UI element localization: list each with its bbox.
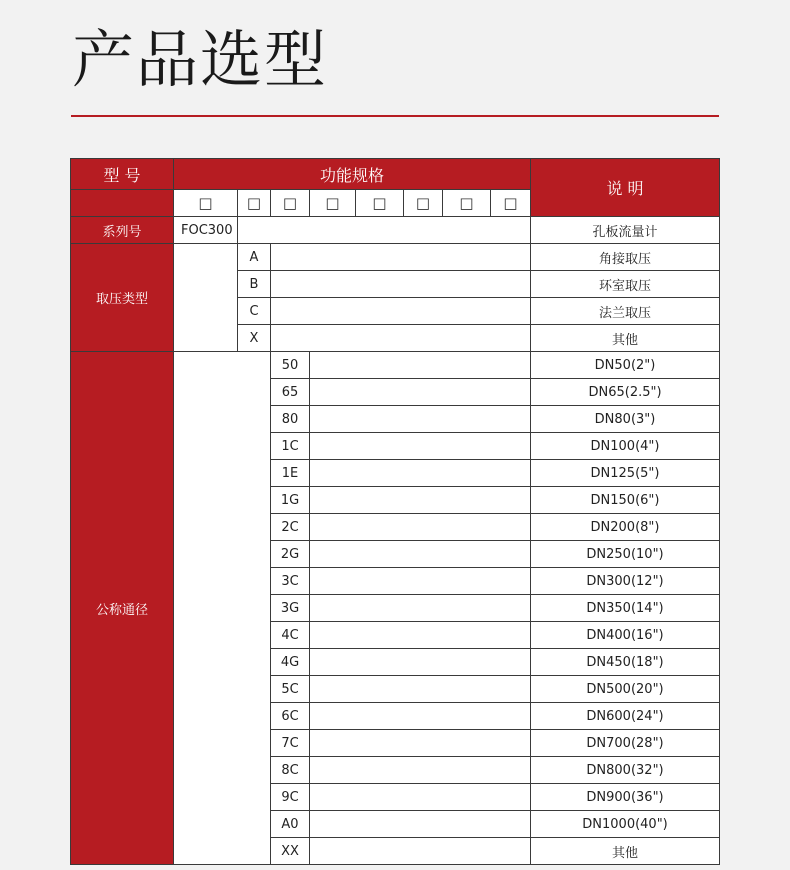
series-description: 孔板流量计	[531, 217, 720, 244]
diameter-code: XX	[271, 838, 310, 865]
diameter-fill	[310, 676, 531, 703]
diameter-description: DN150(6")	[531, 487, 720, 514]
diameter-description: DN100(4")	[531, 433, 720, 460]
selection-table	[70, 158, 720, 865]
diameter-code: 3C	[271, 568, 310, 595]
pressure-fill	[271, 298, 531, 325]
diameter-description: DN200(8")	[531, 514, 720, 541]
diameter-fill	[310, 703, 531, 730]
diameter-fill	[310, 487, 531, 514]
diameter-code: 6C	[271, 703, 310, 730]
diameter-fill	[310, 379, 531, 406]
series-code: FOC300	[174, 217, 238, 244]
header-model-blank	[71, 190, 174, 217]
pressure-fill	[271, 244, 531, 271]
checkbox-cell[interactable]: □	[238, 190, 271, 217]
diameter-description: DN250(10")	[531, 541, 720, 568]
diameter-fill	[310, 541, 531, 568]
pressure-description: 环室取压	[531, 271, 720, 298]
pressure-label: 取压类型	[71, 244, 174, 352]
pressure-description: 角接取压	[531, 244, 720, 271]
diameter-description: DN125(5")	[531, 460, 720, 487]
diameter-code: 1C	[271, 433, 310, 460]
header-description: 说 明	[531, 159, 720, 217]
checkbox-cell[interactable]: □	[310, 190, 356, 217]
diameter-description: DN1000(40")	[531, 811, 720, 838]
diameter-description: DN700(28")	[531, 730, 720, 757]
diameter-code: 4G	[271, 649, 310, 676]
diameter-code: 3G	[271, 595, 310, 622]
diameter-description: 其他	[531, 838, 720, 865]
diameter-label: 公称通径	[71, 352, 174, 865]
pressure-fill	[271, 325, 531, 352]
diameter-code: 5C	[271, 676, 310, 703]
diameter-code: 9C	[271, 784, 310, 811]
diameter-fill	[310, 352, 531, 379]
title-divider	[71, 115, 719, 117]
diameter-fill	[310, 595, 531, 622]
series-label: 系列号	[71, 217, 174, 244]
pressure-blank	[174, 244, 238, 352]
diameter-fill	[310, 838, 531, 865]
diameter-code: 7C	[271, 730, 310, 757]
checkbox-cell[interactable]: □	[404, 190, 443, 217]
diameter-fill	[310, 730, 531, 757]
diameter-description: DN350(14")	[531, 595, 720, 622]
diameter-description: DN800(32")	[531, 757, 720, 784]
diameter-description: DN65(2.5")	[531, 379, 720, 406]
diameter-description: DN900(36")	[531, 784, 720, 811]
diameter-code: A0	[271, 811, 310, 838]
pressure-code: B	[238, 271, 271, 298]
diameter-code: 50	[271, 352, 310, 379]
diameter-description: DN80(3")	[531, 406, 720, 433]
diameter-fill	[310, 811, 531, 838]
diameter-blank	[174, 352, 271, 865]
pressure-code: A	[238, 244, 271, 271]
header-function: 功能规格	[174, 159, 531, 190]
diameter-description: DN300(12")	[531, 568, 720, 595]
checkbox-cell[interactable]: □	[271, 190, 310, 217]
diameter-fill	[310, 406, 531, 433]
pressure-code: C	[238, 298, 271, 325]
diameter-code: 80	[271, 406, 310, 433]
diameter-code: 1G	[271, 487, 310, 514]
diameter-code: 65	[271, 379, 310, 406]
diameter-fill	[310, 757, 531, 784]
checkbox-cell[interactable]: □	[174, 190, 238, 217]
checkbox-cell[interactable]: □	[443, 190, 491, 217]
diameter-fill	[310, 514, 531, 541]
diameter-description: DN500(20")	[531, 676, 720, 703]
diameter-fill	[310, 433, 531, 460]
page-title: 产品选型	[72, 23, 329, 96]
header-model: 型 号	[71, 159, 174, 190]
series-blank	[238, 217, 531, 244]
diameter-code: 2G	[271, 541, 310, 568]
diameter-fill	[310, 784, 531, 811]
diameter-code: 8C	[271, 757, 310, 784]
diameter-fill	[310, 568, 531, 595]
diameter-fill	[310, 649, 531, 676]
diameter-description: DN450(18")	[531, 649, 720, 676]
pressure-code: X	[238, 325, 271, 352]
diameter-description: DN600(24")	[531, 703, 720, 730]
diameter-description: DN50(2")	[531, 352, 720, 379]
pressure-fill	[271, 271, 531, 298]
diameter-code: 4C	[271, 622, 310, 649]
diameter-fill	[310, 622, 531, 649]
pressure-description: 法兰取压	[531, 298, 720, 325]
diameter-code: 1E	[271, 460, 310, 487]
diameter-code: 2C	[271, 514, 310, 541]
checkbox-cell[interactable]: □	[491, 190, 531, 217]
pressure-description: 其他	[531, 325, 720, 352]
diameter-description: DN400(16")	[531, 622, 720, 649]
checkbox-cell[interactable]: □	[356, 190, 404, 217]
diameter-fill	[310, 460, 531, 487]
